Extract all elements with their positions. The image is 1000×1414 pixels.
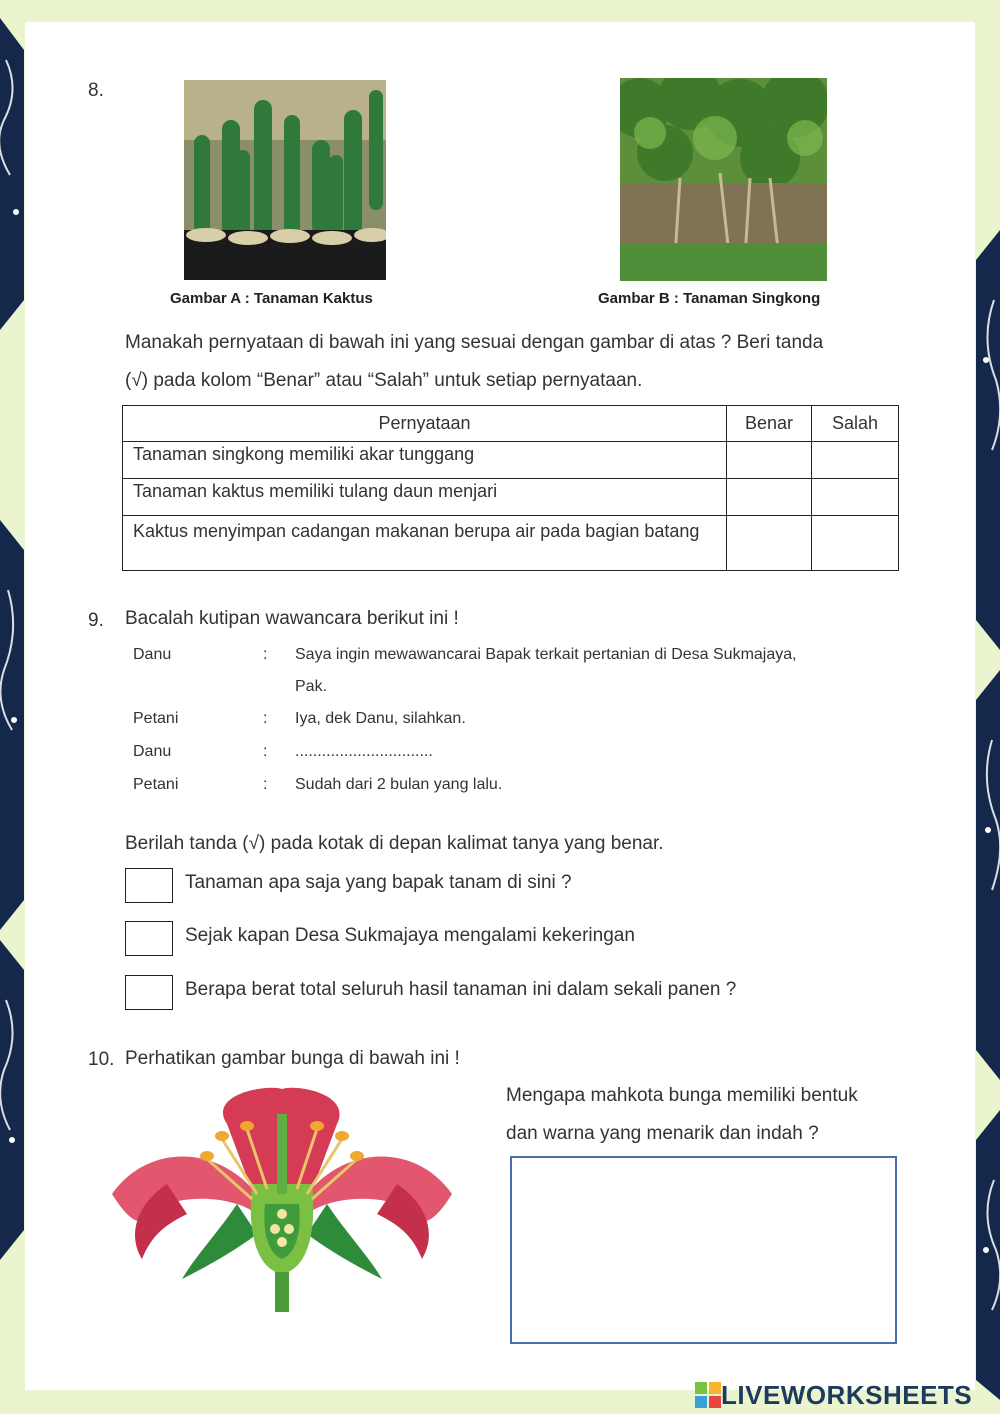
dialogue-speaker: Danu	[133, 646, 172, 663]
benar-cell[interactable]	[727, 516, 812, 571]
table-row	[123, 442, 899, 479]
header-benar: Benar	[727, 406, 812, 442]
question-9-number: 9.	[88, 610, 104, 631]
dialogue-speaker: Petani	[133, 776, 179, 793]
statement-text: Tanaman kaktus memiliki tulang daun menjari	[123, 479, 727, 516]
statement-table	[122, 405, 899, 571]
liveworksheets-logo-icon	[695, 1382, 721, 1408]
dialogue-separator: :	[263, 710, 268, 727]
benar-cell[interactable]	[727, 479, 812, 516]
liveworksheets-logo	[695, 1378, 972, 1412]
dialogue-line-continued: Pak.	[295, 678, 328, 695]
salah-cell[interactable]	[812, 479, 899, 516]
dialogue-speaker: Petani	[133, 710, 179, 727]
table-row	[123, 516, 899, 571]
salah-cell[interactable]	[812, 442, 899, 479]
salah-cell[interactable]	[812, 516, 899, 571]
q9-instruction: Berilah tanda (√) pada kotak di depan kalimat tanya yang benar.	[125, 833, 664, 854]
benar-cell[interactable]	[727, 442, 812, 479]
answer-box[interactable]	[510, 1156, 897, 1344]
q9-intro: Bacalah kutipan wawancara berikut ini !	[125, 608, 459, 629]
dialogue-line: Saya ingin mewawancarai Bapak terkait pertanian di Desa Sukmajaya,	[295, 646, 797, 663]
cactus-photo	[184, 80, 386, 280]
dialogue-separator: :	[263, 776, 268, 793]
flower-illustration	[107, 1084, 457, 1314]
dialogue-speaker: Danu	[133, 743, 172, 760]
option-checkbox-1[interactable]	[125, 868, 173, 903]
dialogue-line: ...............................	[295, 743, 433, 760]
image-b-caption: Gambar B : Tanaman Singkong	[598, 290, 821, 307]
option-checkbox-3[interactable]	[125, 975, 173, 1010]
option-text-3: Berapa berat total seluruh hasil tanaman ini dalam sekali panen ?	[185, 979, 737, 1000]
cassava-photo	[620, 78, 827, 281]
header-salah: Salah	[812, 406, 899, 442]
logo-text: LIVEWORKSHEETS	[721, 1379, 973, 1410]
q8-instruction-line2: (√) pada kolom “Benar” atau “Salah” untuk setiap pernyataan.	[125, 370, 643, 391]
option-checkbox-2[interactable]	[125, 921, 173, 956]
question-10-number: 10.	[88, 1049, 115, 1070]
statement-text: Tanaman singkong memiliki akar tunggang	[123, 442, 727, 479]
q10-question-line2: dan warna yang menarik dan indah ?	[506, 1123, 819, 1144]
question-8-number: 8.	[88, 80, 104, 101]
dialogue-separator: :	[263, 743, 268, 760]
option-text-2: Sejak kapan Desa Sukmajaya mengalami kekeringan	[185, 925, 635, 946]
image-a-caption: Gambar A : Tanaman Kaktus	[170, 290, 373, 307]
option-text-1: Tanaman apa saja yang bapak tanam di sini ?	[185, 872, 572, 893]
table-row	[123, 479, 899, 516]
q10-question-line1: Mengapa mahkota bunga memiliki bentuk	[506, 1085, 858, 1106]
dialogue-separator: :	[263, 646, 268, 663]
q10-intro: Perhatikan gambar bunga di bawah ini !	[125, 1048, 460, 1069]
dialogue-line: Sudah dari 2 bulan yang lalu.	[295, 776, 503, 793]
worksheet-page	[25, 22, 975, 1390]
q8-instruction-line1: Manakah pernyataan di bawah ini yang sesuai dengan gambar di atas ? Beri tanda	[125, 332, 824, 353]
dialogue-line: Iya, dek Danu, silahkan.	[295, 710, 466, 727]
header-pernyataan: Pernyataan	[123, 406, 727, 442]
statement-text: Kaktus menyimpan cadangan makanan berupa air pada bagian batang	[123, 516, 727, 571]
